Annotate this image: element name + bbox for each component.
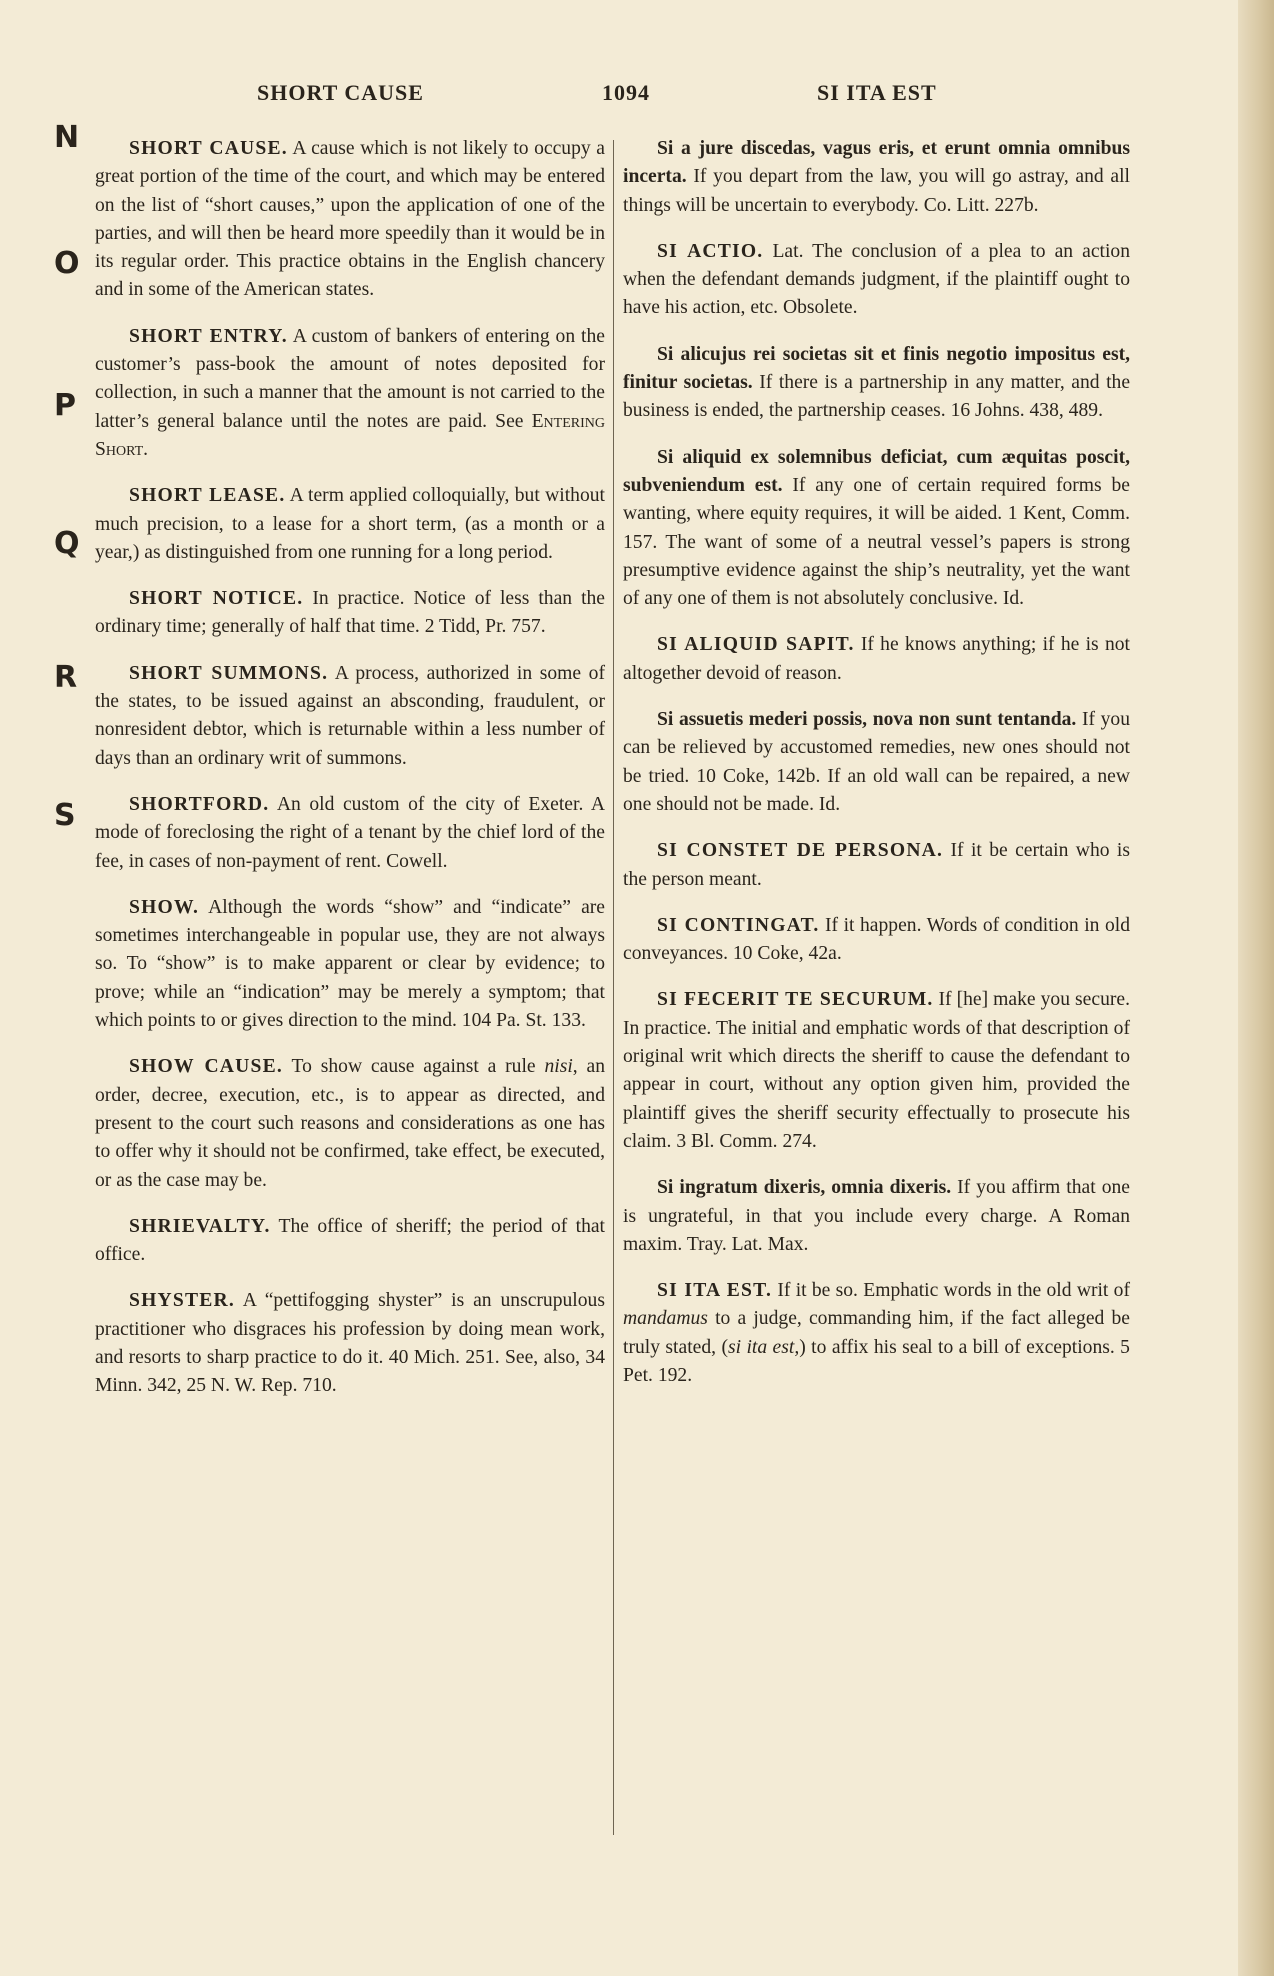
page-edge [1238, 0, 1274, 1976]
definition: A term applied colloquially, but without much precision, to a lease for a short term, (as a month or a year,) as distinguished from one running for a long period. [95, 485, 605, 563]
definition: Lat. The conclusion of a plea to an action when the defendant demands judgment, if the plaintiff ought to have his action, etc. Obsolete. [623, 240, 1130, 319]
dictionary-entry [95, 323, 605, 464]
dictionary-entry [623, 1277, 1130, 1390]
translation: If any one of certain required forms be wanting, where equity requires, it will be aided. 1 Kent, Comm. 157. The want of some of a neutral vessel’s papers is strong presumptive evidence against the ship’s neutrality, yet the want of any one of them is not absolutely conclusive. Id. [623, 474, 1130, 610]
dictionary-entry [95, 1213, 605, 1270]
latin-maxim: Si assuetis mederi possis, nova non sunt tentanda. [657, 709, 1077, 731]
italic-term: mandamus [623, 1308, 708, 1330]
headword: SI FECERIT TE SECURUM. [657, 989, 934, 1011]
definition: To show cause against a rule [291, 1056, 536, 1078]
definition: If it be so. Emphatic words in the old writ of [777, 1280, 1130, 1302]
thumb-index-letter[interactable]: P [54, 388, 76, 423]
definition: The office of sheriff; the period of that office. [95, 1215, 606, 1266]
dictionary-entry [95, 585, 605, 642]
page-number: 1094 [602, 80, 650, 105]
dictionary-entry [95, 791, 605, 876]
headword: SHORT LEASE. [129, 485, 286, 507]
headword: SI CONTINGAT. [657, 914, 820, 936]
latin-maxim: Si ingratum dixeris, omnia dixeris. [657, 1177, 952, 1199]
dictionary-entry [95, 1053, 605, 1194]
definition: A cause which is not likely to occupy a great portion of the time of the court, and which may be entered on the list of “short causes,” upon the application of one of the parties, and will then be heard more speedily than it would be in its regular order. This practice obtains in the English chancery and in some of the American states. [95, 138, 605, 301]
thumb-index-letter[interactable]: O [54, 246, 80, 281]
dictionary-entry [623, 912, 1130, 969]
headword: SI ALIQUID SAPIT. [657, 634, 855, 656]
definition-continued: , an order, decree, execution, etc., is to appear as directed, and present to the court such reasons and considerations as one has to offer why it should not be confirmed, take effect, be executed, or as the case may be. [95, 1056, 606, 1191]
headword: SHORT NOTICE. [129, 588, 304, 610]
dictionary-entry [623, 986, 1130, 1156]
dictionary-entry [95, 135, 605, 305]
italic-term: nisi [544, 1056, 573, 1078]
definition: If he knows anything; if he is not altogether devoid of reason. [623, 634, 1130, 684]
definition: A process, authorized in some of the states, to be issued against an absconding, fraudulent, or nonresident debtor, which is returnable within a less number of days than an ordinary writ of summons. [95, 662, 605, 769]
dictionary-entry [623, 631, 1130, 688]
latin-maxim: Si a jure discedas, vagus eris, et erunt omnia omnibus incerta. [623, 138, 1130, 188]
definition-continued: to a judge, commanding him, if the fact alleged be truly stated, ( [623, 1308, 1130, 1358]
headword: SHORTFORD. [129, 793, 270, 815]
definition: Although the words “show” and “indicate” are sometimes interchangeable in popular use, they are not always so. To “show” is to make apparent or clear by evidence; to prove; while an “indication” may be merely a symptom; that which points to or gives direction to the mind. 104 Pa. St. 133. [95, 896, 605, 1032]
translation: If there is a partnership in any matter, and the business is ended, the partnership ceases. 16 Johns. 438, 489. [623, 372, 1131, 422]
thumb-index-letter[interactable]: N [54, 120, 80, 155]
running-head-right: SI ITA EST [817, 80, 937, 105]
translation: If you can be relieved by accustomed remedies, new ones should not be tried. 10 Coke, 142b. If an old wall can be repaired, a new one should not be made. Id. [623, 709, 1130, 815]
right-column [623, 135, 1130, 1408]
thumb-index-letter[interactable]: Q [54, 526, 80, 561]
headword: SHORT SUMMONS. [129, 662, 329, 684]
dictionary-entry [623, 238, 1130, 323]
headword: SHOW CAUSE. [129, 1056, 283, 1078]
headword: SHRIEVALTY. [129, 1215, 271, 1237]
definition: If it happen. Words of condition in old conveyances. 10 Coke, 42a. [623, 914, 1130, 965]
translation: If you affirm that one is ungrateful, in that you include every charge. A Roman maxim. Tray. Lat. Max. [623, 1177, 1130, 1255]
running-head-left: SHORT CAUSE [257, 80, 424, 105]
headword: SHORT ENTRY. [129, 325, 288, 347]
headword: SHYSTER. [129, 1290, 235, 1312]
definition: In practice. Notice of less than the ordinary time; generally of half that time. 2 Tidd, Pr. 757. [95, 588, 606, 638]
cross-reference: Entering Short. [95, 410, 605, 460]
headword: SHOW. [129, 896, 200, 918]
definition: If it be certain who is the person meant. [623, 840, 1130, 890]
definition: A custom of bankers of entering on the customer’s pass-book the amount of notes deposited for collection, in such a manner that the amount is not carried to the latter’s general balance until the notes are paid. See [95, 325, 605, 432]
headword: SI ACTIO. [657, 240, 764, 262]
headword: SI ITA EST. [657, 1280, 773, 1302]
dictionary-entry [95, 482, 605, 567]
maxim-entry [623, 444, 1130, 614]
headword: SI CONSTET DE PERSONA. [657, 840, 944, 862]
italic-term: si ita est, [727, 1336, 800, 1358]
left-column [95, 135, 605, 1419]
maxim-entry [623, 706, 1130, 819]
translation: If you depart from the law, you will go astray, and all things will be uncertain to everybody. Co. Litt. 227b. [623, 166, 1130, 216]
definition: A “pettifogging shyster” is an unscrupulous practitioner who disgraces his profession by doing mean work, and resorts to sharp practice to do it. 40 Mich. 251. See, also, 34 Minn. 342, 25 N. W. Rep. 710. [95, 1290, 605, 1397]
dictionary-entry [95, 660, 605, 773]
maxim-entry [623, 341, 1130, 426]
thumb-index-letter[interactable]: S [54, 798, 76, 833]
maxim-entry [623, 135, 1130, 220]
definition: An old custom of the city of Exeter. A mode of foreclosing the right of a tenant by the chief lord of the fee, in cases of non-payment of rent. Cowell. [95, 793, 605, 872]
latin-maxim: Si alicujus rei societas sit et finis negotio impositus est, finitur societas. [623, 343, 1130, 394]
definition-continued: ) to affix his seal to a bill of exceptions. 5 Pet. 192. [623, 1336, 1130, 1386]
dictionary-entry [623, 837, 1130, 894]
latin-maxim: Si aliquid ex solemnibus deficiat, cum æquitas poscit, subveniendum est. [623, 446, 1130, 496]
column-rule [613, 140, 614, 1835]
dictionary-entry [95, 1287, 605, 1400]
thumb-index-letter[interactable]: R [54, 660, 78, 695]
dictionary-entry [95, 894, 605, 1035]
definition: If [he] make you secure. In practice. The initial and emphatic words of that description of original writ which directs the sheriff to cause the defendant to appear in court, without any option given him, provided the plaintiff gives the sheriff security effectually to prosecute his claim. 3 Bl. Comm. 274. [623, 989, 1130, 1152]
running-head [120, 80, 1160, 112]
maxim-entry [623, 1174, 1130, 1259]
headword: SHORT CAUSE. [129, 138, 288, 159]
